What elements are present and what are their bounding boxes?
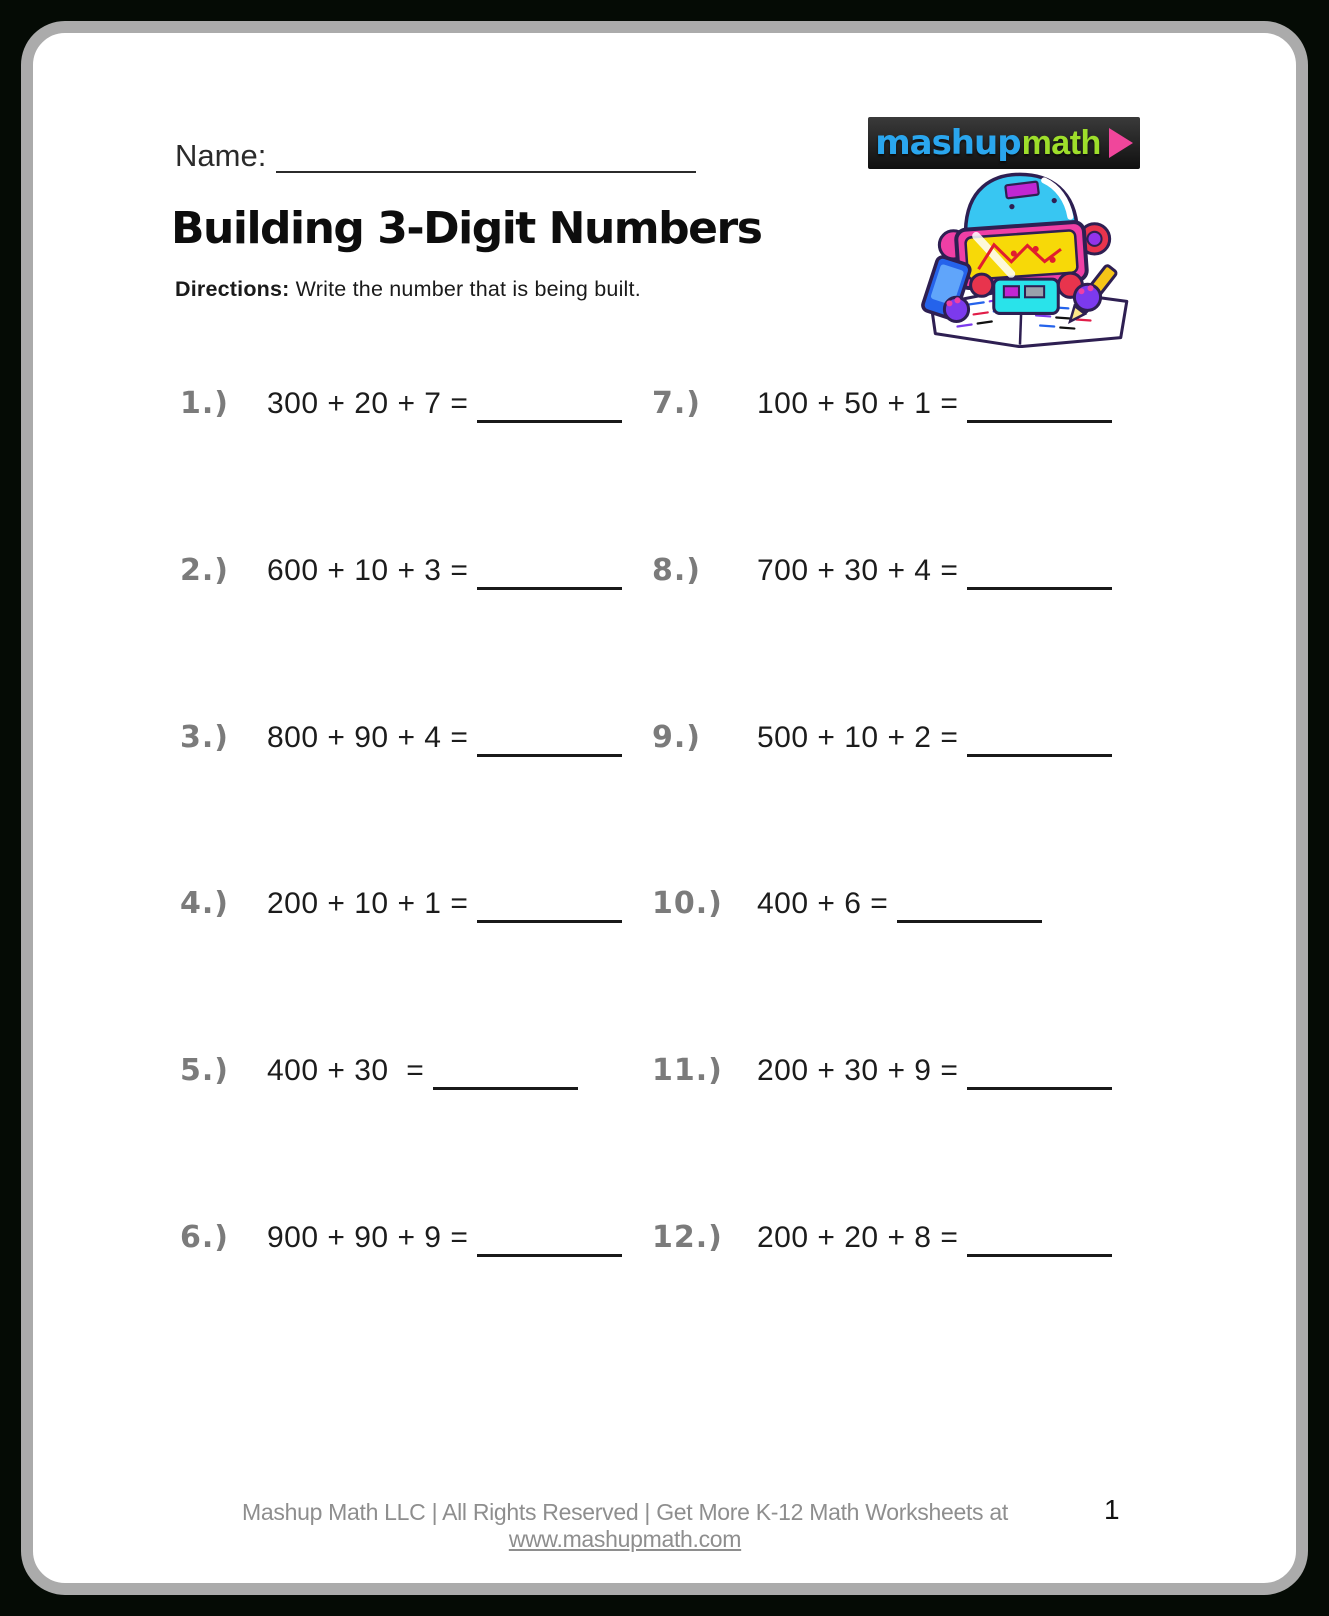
page-title: Building 3-Digit Numbers bbox=[171, 203, 762, 254]
logo-word-math: math bbox=[1021, 123, 1101, 162]
problem-number: 1.) bbox=[180, 386, 229, 421]
problem-expression: 200 + 10 + 1 = bbox=[267, 887, 469, 920]
play-triangle-icon bbox=[1109, 128, 1133, 158]
problem-expression: 300 + 20 + 7 = bbox=[267, 387, 469, 420]
answer-blank-9[interactable] bbox=[967, 721, 1112, 757]
problem-number: 6.) bbox=[180, 1220, 229, 1255]
page-number: 1 bbox=[1104, 1494, 1120, 1525]
answer-blank-10[interactable] bbox=[897, 887, 1042, 923]
robot-illustration bbox=[893, 166, 1155, 348]
problem-expression: 700 + 30 + 4 = bbox=[757, 554, 959, 587]
problem-number: 8.) bbox=[652, 553, 701, 588]
problem-row-1 bbox=[180, 383, 622, 430]
answer-blank-3[interactable] bbox=[477, 721, 622, 757]
name-blank-line[interactable] bbox=[276, 143, 696, 173]
answer-blank-12[interactable] bbox=[967, 1221, 1112, 1257]
problem-expression: 500 + 10 + 2 = bbox=[757, 721, 959, 754]
problem-expression: 800 + 90 + 4 = bbox=[267, 721, 469, 754]
problem-row-4 bbox=[180, 883, 622, 930]
answer-blank-5[interactable] bbox=[433, 1054, 578, 1090]
answer-blank-7[interactable] bbox=[967, 387, 1112, 423]
problem-expression: 200 + 20 + 8 = bbox=[757, 1221, 959, 1254]
problem-expression: 900 + 90 + 9 = bbox=[267, 1221, 469, 1254]
name-label: Name: bbox=[175, 138, 267, 173]
problem-number: 2.) bbox=[180, 553, 229, 588]
problem-number: 7.) bbox=[652, 386, 701, 421]
problem-row-9 bbox=[652, 717, 1112, 764]
problem-expression: 100 + 50 + 1 = bbox=[757, 387, 959, 420]
directions bbox=[175, 277, 641, 302]
problem-row-11 bbox=[652, 1050, 1112, 1097]
problem-expression: 200 + 30 + 9 = bbox=[757, 1054, 959, 1087]
problem-expression: 400 + 30 = bbox=[267, 1054, 425, 1087]
answer-blank-4[interactable] bbox=[477, 887, 622, 923]
problem-row-2 bbox=[180, 550, 622, 597]
footer-text: Mashup Math LLC | All Rights Reserved | Get More K-12 Math Worksheets at bbox=[242, 1499, 1015, 1525]
problem-expression: 400 + 6 = bbox=[757, 887, 889, 920]
footer-link[interactable]: www.mashupmath.com bbox=[508, 1526, 742, 1552]
problem-row-10 bbox=[652, 883, 1042, 930]
answer-blank-8[interactable] bbox=[967, 554, 1112, 590]
directions-label: Directions: bbox=[175, 277, 290, 301]
mashupmath-logo bbox=[868, 117, 1140, 169]
answer-blank-6[interactable] bbox=[477, 1221, 622, 1257]
problem-number: 9.) bbox=[652, 720, 701, 755]
problem-number: 5.) bbox=[180, 1053, 229, 1088]
problem-row-12 bbox=[652, 1217, 1112, 1264]
problem-row-6 bbox=[180, 1217, 622, 1264]
logo-word-mashup: mashup bbox=[875, 123, 1021, 163]
answer-blank-11[interactable] bbox=[967, 1054, 1112, 1090]
answer-blank-2[interactable] bbox=[477, 554, 622, 590]
problem-number: 3.) bbox=[180, 720, 229, 755]
problem-number: 4.) bbox=[180, 886, 229, 921]
directions-text: Write the number that is being built. bbox=[289, 277, 641, 301]
problem-row-7 bbox=[652, 383, 1112, 430]
problem-row-8 bbox=[652, 550, 1112, 597]
answer-blank-1[interactable] bbox=[477, 387, 622, 423]
name-row bbox=[175, 138, 696, 174]
problem-row-3 bbox=[180, 717, 622, 764]
footer bbox=[150, 1499, 1100, 1553]
problem-number: 11.) bbox=[652, 1053, 723, 1088]
problem-number: 12.) bbox=[652, 1220, 723, 1255]
robot-svg bbox=[893, 166, 1155, 348]
problem-number: 10.) bbox=[652, 886, 723, 921]
problem-expression: 600 + 10 + 3 = bbox=[267, 554, 469, 587]
problem-row-5 bbox=[180, 1050, 578, 1097]
